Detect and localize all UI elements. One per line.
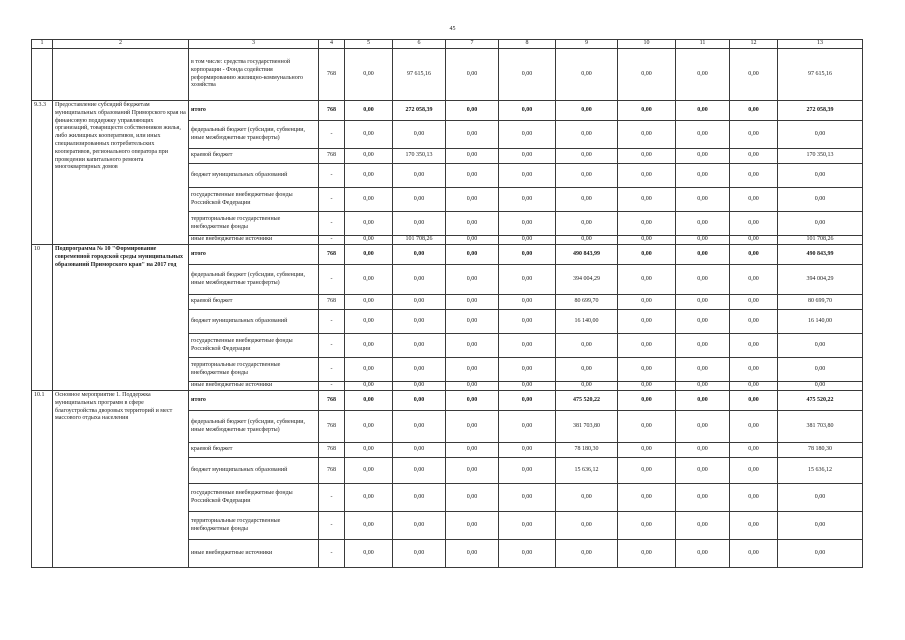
ministry-code: 768 — [319, 101, 345, 121]
amount-cell: 0,00 — [556, 101, 618, 121]
amount-cell: 0,00 — [676, 411, 730, 443]
amount-cell: 0,00 — [618, 212, 676, 236]
amount-cell: 0,00 — [618, 358, 676, 382]
amount-cell: 0,00 — [393, 265, 446, 295]
amount-cell: 0,00 — [446, 164, 499, 188]
amount-cell: 0,00 — [730, 121, 778, 149]
amount-cell: 0,00 — [730, 101, 778, 121]
amount-cell: 0,00 — [345, 188, 393, 212]
amount-cell: 0,00 — [446, 540, 499, 568]
amount-cell: 490 843,99 — [778, 245, 863, 265]
amount-cell: 0,00 — [345, 382, 393, 391]
amount-cell: 381 703,80 — [778, 411, 863, 443]
amount-cell: 0,00 — [345, 512, 393, 540]
amount-cell: 0,00 — [556, 149, 618, 164]
amount-cell: 16 140,00 — [556, 310, 618, 334]
amount-cell: 97 615,16 — [393, 49, 446, 101]
amount-cell: 0,00 — [778, 164, 863, 188]
amount-cell: 0,00 — [778, 382, 863, 391]
amount-cell: 0,00 — [499, 188, 556, 212]
row-code: 10.1 — [32, 391, 53, 568]
amount-cell: 0,00 — [676, 121, 730, 149]
amount-cell: 0,00 — [446, 382, 499, 391]
amount-cell: 0,00 — [730, 458, 778, 484]
amount-cell: 0,00 — [618, 188, 676, 212]
amount-cell: 80 699,70 — [778, 295, 863, 310]
amount-cell: 0,00 — [499, 295, 556, 310]
ministry-code: 768 — [319, 458, 345, 484]
funding-source: итого — [189, 101, 319, 121]
amount-cell: 0,00 — [499, 334, 556, 358]
amount-cell: 0,00 — [618, 245, 676, 265]
column-number-row — [32, 40, 863, 49]
amount-cell: 0,00 — [730, 411, 778, 443]
amount-cell: 0,00 — [345, 265, 393, 295]
amount-cell: 0,00 — [778, 121, 863, 149]
amount-cell: 475 520,22 — [778, 391, 863, 411]
ministry-code: - — [319, 484, 345, 512]
amount-cell: 0,00 — [676, 484, 730, 512]
column-number: 12 — [730, 40, 778, 49]
ministry-code: 768 — [319, 245, 345, 265]
amount-cell: 0,00 — [676, 265, 730, 295]
ministry-code: - — [319, 121, 345, 149]
amount-cell: 0,00 — [676, 49, 730, 101]
amount-cell: 0,00 — [393, 458, 446, 484]
row-code — [32, 49, 53, 101]
amount-cell: 0,00 — [676, 540, 730, 568]
column-number: 9 — [556, 40, 618, 49]
ministry-code: - — [319, 512, 345, 540]
amount-cell: 0,00 — [345, 443, 393, 458]
amount-cell: 490 843,99 — [556, 245, 618, 265]
amount-cell: 15 636,12 — [778, 458, 863, 484]
amount-cell: 101 708,26 — [778, 236, 863, 245]
amount-cell: 0,00 — [499, 411, 556, 443]
ministry-code: 768 — [319, 443, 345, 458]
amount-cell: 0,00 — [778, 212, 863, 236]
page-number: 45 — [449, 26, 456, 32]
amount-cell: 0,00 — [618, 382, 676, 391]
amount-cell: 0,00 — [730, 484, 778, 512]
amount-cell: 272 058,39 — [393, 101, 446, 121]
amount-cell: 0,00 — [499, 121, 556, 149]
amount-cell: 0,00 — [345, 411, 393, 443]
amount-cell: 0,00 — [676, 391, 730, 411]
ministry-code: 768 — [319, 49, 345, 101]
amount-cell: 0,00 — [556, 188, 618, 212]
amount-cell: 0,00 — [778, 484, 863, 512]
amount-cell: 0,00 — [676, 188, 730, 212]
amount-cell: 0,00 — [499, 265, 556, 295]
amount-cell: 0,00 — [499, 245, 556, 265]
amount-cell: 0,00 — [618, 484, 676, 512]
amount-cell: 0,00 — [618, 265, 676, 295]
amount-cell: 0,00 — [676, 245, 730, 265]
amount-cell: 0,00 — [393, 212, 446, 236]
ministry-code: 768 — [319, 295, 345, 310]
amount-cell: 0,00 — [393, 295, 446, 310]
amount-cell: 0,00 — [446, 458, 499, 484]
amount-cell: 0,00 — [446, 188, 499, 212]
amount-cell: 0,00 — [730, 188, 778, 212]
amount-cell: 0,00 — [345, 164, 393, 188]
budget-table — [31, 39, 863, 568]
amount-cell: 0,00 — [730, 334, 778, 358]
column-number: 7 — [446, 40, 499, 49]
amount-cell: 0,00 — [556, 212, 618, 236]
amount-cell: 0,00 — [446, 334, 499, 358]
amount-cell: 0,00 — [345, 245, 393, 265]
amount-cell: 0,00 — [730, 512, 778, 540]
amount-cell: 0,00 — [446, 212, 499, 236]
amount-cell: 0,00 — [730, 382, 778, 391]
amount-cell: 78 180,30 — [778, 443, 863, 458]
amount-cell: 0,00 — [393, 484, 446, 512]
amount-cell: 0,00 — [446, 265, 499, 295]
amount-cell: 0,00 — [556, 358, 618, 382]
amount-cell: 0,00 — [618, 49, 676, 101]
funding-source: федеральный бюджет (субсидии, субвенции, иные межбюджетные трансферты) — [189, 411, 319, 443]
table-row-group-start — [32, 49, 863, 101]
amount-cell: 0,00 — [618, 310, 676, 334]
funding-source: государственные внебюджетные фонды Российской Федерации — [189, 484, 319, 512]
amount-cell: 0,00 — [618, 149, 676, 164]
column-number: 10 — [618, 40, 676, 49]
amount-cell: 0,00 — [499, 101, 556, 121]
ministry-code: - — [319, 358, 345, 382]
funding-source: территориальные государственные внебюджетные фонды — [189, 212, 319, 236]
amount-cell: 97 615,16 — [778, 49, 863, 101]
amount-cell: 0,00 — [499, 391, 556, 411]
funding-source: итого — [189, 391, 319, 411]
amount-cell: 0,00 — [778, 540, 863, 568]
row-code: 10 — [32, 245, 53, 391]
amount-cell: 0,00 — [393, 512, 446, 540]
funding-source: бюджет муниципальных образований — [189, 458, 319, 484]
column-number: 4 — [319, 40, 345, 49]
amount-cell: 15 636,12 — [556, 458, 618, 484]
column-number: 11 — [676, 40, 730, 49]
amount-cell: 272 058,39 — [778, 101, 863, 121]
amount-cell: 0,00 — [393, 411, 446, 443]
funding-source: в том числе: средства государственной корпорации - Фонда содействия реформированию жилищно-коммунального хозяйства — [189, 49, 319, 101]
column-number: 5 — [345, 40, 393, 49]
column-number: 3 — [189, 40, 319, 49]
amount-cell: 0,00 — [446, 101, 499, 121]
amount-cell: 78 180,30 — [556, 443, 618, 458]
amount-cell: 0,00 — [676, 149, 730, 164]
ministry-code: - — [319, 540, 345, 568]
amount-cell: 0,00 — [446, 411, 499, 443]
amount-cell: 0,00 — [345, 484, 393, 512]
amount-cell: 0,00 — [446, 512, 499, 540]
amount-cell: 0,00 — [556, 236, 618, 245]
amount-cell: 0,00 — [556, 512, 618, 540]
amount-cell: 0,00 — [556, 121, 618, 149]
amount-cell: 0,00 — [556, 540, 618, 568]
amount-cell: 0,00 — [446, 49, 499, 101]
amount-cell: 0,00 — [730, 265, 778, 295]
amount-cell: 0,00 — [499, 458, 556, 484]
amount-cell: 0,00 — [499, 382, 556, 391]
ministry-code: 768 — [319, 411, 345, 443]
ministry-code: - — [319, 334, 345, 358]
amount-cell: 0,00 — [393, 164, 446, 188]
amount-cell: 0,00 — [393, 188, 446, 212]
column-number: 2 — [53, 40, 189, 49]
amount-cell: 0,00 — [778, 188, 863, 212]
funding-source: краевой бюджет — [189, 295, 319, 310]
amount-cell: 0,00 — [345, 458, 393, 484]
amount-cell: 101 708,26 — [393, 236, 446, 245]
amount-cell: 0,00 — [730, 236, 778, 245]
ministry-code: 768 — [319, 149, 345, 164]
amount-cell: 0,00 — [345, 212, 393, 236]
amount-cell: 0,00 — [556, 49, 618, 101]
ministry-code: - — [319, 212, 345, 236]
funding-source: территориальные государственные внебюджетные фонды — [189, 358, 319, 382]
amount-cell: 0,00 — [730, 149, 778, 164]
amount-cell: 0,00 — [393, 443, 446, 458]
amount-cell: 0,00 — [345, 334, 393, 358]
amount-cell: 0,00 — [618, 411, 676, 443]
amount-cell: 0,00 — [393, 540, 446, 568]
amount-cell: 0,00 — [618, 443, 676, 458]
amount-cell: 80 699,70 — [556, 295, 618, 310]
amount-cell: 0,00 — [446, 236, 499, 245]
amount-cell: 0,00 — [676, 164, 730, 188]
amount-cell: 0,00 — [618, 236, 676, 245]
column-number: 8 — [499, 40, 556, 49]
funding-source: иные внебюджетные источники — [189, 382, 319, 391]
amount-cell: 0,00 — [676, 310, 730, 334]
amount-cell: 0,00 — [393, 245, 446, 265]
amount-cell: 0,00 — [676, 295, 730, 310]
column-number: 1 — [32, 40, 53, 49]
program-name: Подпрограмма № 10 "Формирование современной городской среды муниципальных образований Приморского края" на 2017 год — [53, 245, 189, 391]
amount-cell: 16 140,00 — [778, 310, 863, 334]
amount-cell: 0,00 — [618, 164, 676, 188]
amount-cell: 0,00 — [730, 358, 778, 382]
amount-cell: 0,00 — [499, 443, 556, 458]
amount-cell: 0,00 — [556, 164, 618, 188]
column-number: 13 — [778, 40, 863, 49]
program-name: Основное мероприятие 1. Поддержка муниципальных программ в сфере благоустройства дворовых территорий и мест массового отдыха населения — [53, 391, 189, 568]
amount-cell: 170 350,13 — [393, 149, 446, 164]
amount-cell: 0,00 — [778, 512, 863, 540]
amount-cell: 381 703,80 — [556, 411, 618, 443]
amount-cell: 0,00 — [446, 149, 499, 164]
amount-cell: 0,00 — [730, 49, 778, 101]
amount-cell: 0,00 — [393, 382, 446, 391]
amount-cell: 0,00 — [446, 484, 499, 512]
amount-cell: 0,00 — [446, 295, 499, 310]
amount-cell: 0,00 — [446, 245, 499, 265]
amount-cell: 0,00 — [345, 101, 393, 121]
amount-cell: 394 004,29 — [556, 265, 618, 295]
amount-cell: 0,00 — [730, 295, 778, 310]
amount-cell: 0,00 — [446, 391, 499, 411]
amount-cell: 0,00 — [345, 149, 393, 164]
table-row-group-start — [32, 101, 863, 121]
amount-cell: 0,00 — [730, 540, 778, 568]
amount-cell: 0,00 — [778, 334, 863, 358]
amount-cell: 0,00 — [556, 382, 618, 391]
amount-cell: 0,00 — [730, 212, 778, 236]
ministry-code: - — [319, 164, 345, 188]
amount-cell: 0,00 — [446, 310, 499, 334]
amount-cell: 0,00 — [618, 295, 676, 310]
amount-cell: 0,00 — [345, 295, 393, 310]
amount-cell: 0,00 — [499, 49, 556, 101]
amount-cell: 0,00 — [345, 310, 393, 334]
amount-cell: 0,00 — [730, 245, 778, 265]
amount-cell: 0,00 — [499, 149, 556, 164]
funding-source: бюджет муниципальных образований — [189, 310, 319, 334]
table-row-group-start — [32, 245, 863, 265]
program-name: Предоставление субсидий бюджетам муниципальных образований Приморского края на финансовую поддержку управляющих организаций, товариществ собственников жилья, либо жилищных кооперативов, или иных специализированных потребительских кооперативов, регионального оператора при проведении капитального ремонта многоквартирных домов — [53, 101, 189, 245]
amount-cell: 0,00 — [618, 121, 676, 149]
amount-cell: 0,00 — [676, 212, 730, 236]
amount-cell: 0,00 — [676, 236, 730, 245]
amount-cell: 0,00 — [618, 391, 676, 411]
amount-cell: 0,00 — [499, 358, 556, 382]
amount-cell: 0,00 — [345, 540, 393, 568]
amount-cell: 0,00 — [393, 391, 446, 411]
funding-source: государственные внебюджетные фонды Российской Федерации — [189, 188, 319, 212]
table-row-group-start — [32, 391, 863, 411]
funding-source: государственные внебюджетные фонды Российской Федерации — [189, 334, 319, 358]
amount-cell: 0,00 — [618, 334, 676, 358]
ministry-code: - — [319, 236, 345, 245]
ministry-code: 768 — [319, 391, 345, 411]
amount-cell: 0,00 — [676, 358, 730, 382]
amount-cell: 0,00 — [446, 358, 499, 382]
funding-source: территориальные государственные внебюджетные фонды — [189, 512, 319, 540]
funding-source: иные внебюджетные источники — [189, 540, 319, 568]
ministry-code: - — [319, 310, 345, 334]
amount-cell: 0,00 — [618, 540, 676, 568]
amount-cell: 0,00 — [676, 458, 730, 484]
funding-source: федеральный бюджет (субсидии, субвенции, иные межбюджетные трансферты) — [189, 265, 319, 295]
ministry-code: - — [319, 188, 345, 212]
funding-source: бюджет муниципальных образований — [189, 164, 319, 188]
amount-cell: 0,00 — [778, 358, 863, 382]
funding-source: иные внебюджетные источники — [189, 236, 319, 245]
amount-cell: 0,00 — [618, 101, 676, 121]
program-name — [53, 49, 189, 101]
funding-source: краевой бюджет — [189, 149, 319, 164]
amount-cell: 0,00 — [393, 358, 446, 382]
amount-cell: 0,00 — [676, 101, 730, 121]
amount-cell: 0,00 — [676, 334, 730, 358]
amount-cell: 0,00 — [730, 443, 778, 458]
amount-cell: 0,00 — [393, 121, 446, 149]
amount-cell: 0,00 — [446, 121, 499, 149]
amount-cell: 0,00 — [446, 443, 499, 458]
amount-cell: 0,00 — [499, 212, 556, 236]
amount-cell: 0,00 — [393, 334, 446, 358]
amount-cell: 0,00 — [499, 512, 556, 540]
amount-cell: 0,00 — [618, 458, 676, 484]
amount-cell: 0,00 — [556, 484, 618, 512]
amount-cell: 394 004,29 — [778, 265, 863, 295]
amount-cell: 475 520,22 — [556, 391, 618, 411]
amount-cell: 0,00 — [393, 310, 446, 334]
amount-cell: 0,00 — [499, 310, 556, 334]
amount-cell: 0,00 — [345, 391, 393, 411]
amount-cell: 0,00 — [730, 310, 778, 334]
funding-source: федеральный бюджет (субсидии, субвенции, иные межбюджетные трансферты) — [189, 121, 319, 149]
amount-cell: 0,00 — [345, 358, 393, 382]
amount-cell: 0,00 — [345, 236, 393, 245]
funding-source: итого — [189, 245, 319, 265]
amount-cell: 0,00 — [345, 49, 393, 101]
amount-cell: 0,00 — [730, 391, 778, 411]
amount-cell: 0,00 — [499, 164, 556, 188]
amount-cell: 0,00 — [730, 164, 778, 188]
amount-cell: 0,00 — [676, 443, 730, 458]
amount-cell: 0,00 — [556, 334, 618, 358]
amount-cell: 0,00 — [676, 512, 730, 540]
column-number: 6 — [393, 40, 446, 49]
amount-cell: 0,00 — [499, 484, 556, 512]
amount-cell: 0,00 — [499, 236, 556, 245]
ministry-code: - — [319, 382, 345, 391]
amount-cell: 0,00 — [676, 382, 730, 391]
ministry-code: - — [319, 265, 345, 295]
amount-cell: 0,00 — [345, 121, 393, 149]
amount-cell: 170 350,13 — [778, 149, 863, 164]
row-code: 9.3.3 — [32, 101, 53, 245]
amount-cell: 0,00 — [499, 540, 556, 568]
funding-source: краевой бюджет — [189, 443, 319, 458]
amount-cell: 0,00 — [618, 512, 676, 540]
